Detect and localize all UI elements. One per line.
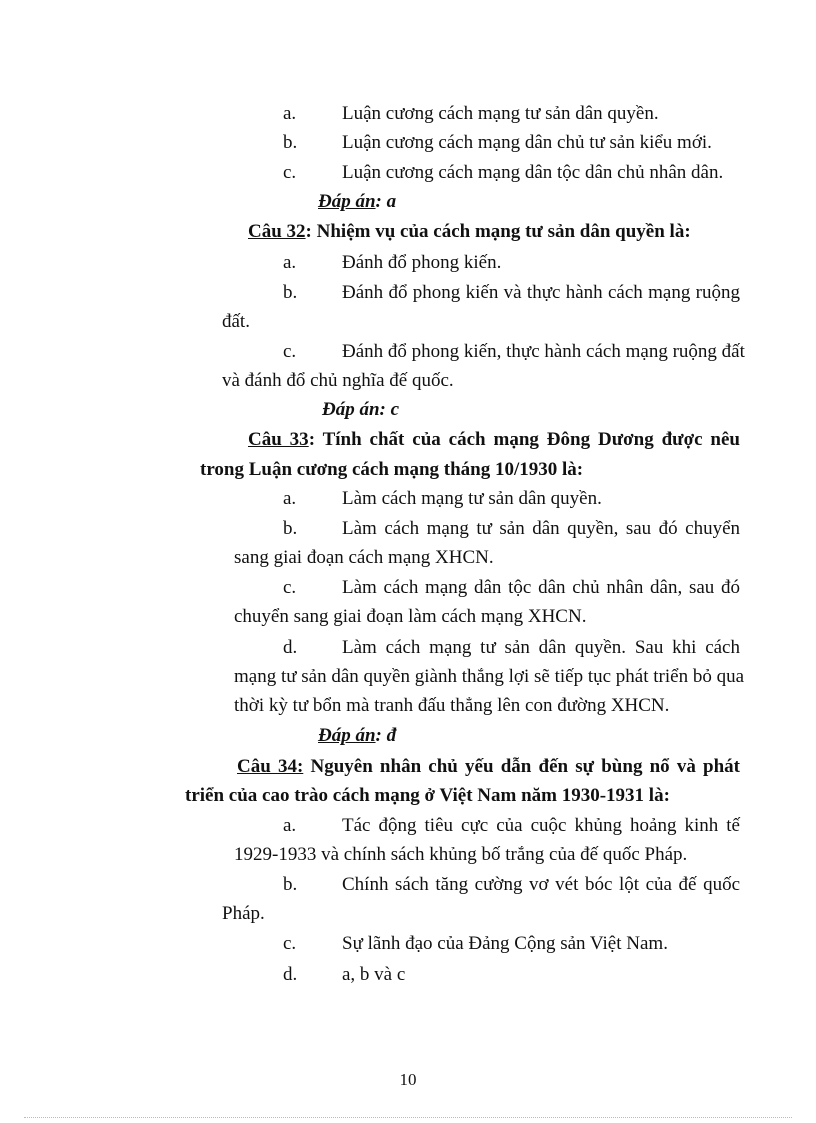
q34-label: Câu 34: <box>237 756 304 777</box>
q34-option-a-line1: Tác động tiêu cực của cuộc khủng hoảng kinh tế <box>342 815 740 836</box>
q33-option-c-line1: Làm cách mạng dân tộc dân chủ nhân dân, sau đó <box>342 577 740 598</box>
q32-option-b-letter: b. <box>283 282 298 303</box>
q33-answer-value: : đ <box>375 725 397 746</box>
q34-option-b-line2: Pháp. <box>222 903 265 924</box>
q34-option-b-letter: b. <box>283 874 298 895</box>
q34-option-d-text: a, b và c <box>342 964 406 985</box>
q33-option-d-line1: Làm cách mạng tư sản dân quyền. Sau khi cách <box>342 637 740 658</box>
q33-option-d-letter: d. <box>283 637 298 658</box>
q32-answer: Đáp án: c <box>322 399 400 420</box>
q33-option-c-line2: chuyển sang giai đoạn làm cách mạng XHCN. <box>234 606 587 627</box>
q34-option-b-line1: Chính sách tăng cường vơ vét bóc lột của đế quốc <box>342 874 740 895</box>
q31-answer-label: Đáp án <box>318 191 376 212</box>
q31-option-a-text: Luận cương cách mạng tư sản dân quyền. <box>342 103 659 124</box>
q34-question-line2: triển của cao trào cách mạng ở Việt Nam năm 1930-1931 là: <box>185 785 670 806</box>
q33-option-d-line2: mạng tư sản dân quyền giành thắng lợi sẽ tiếp tục phát triển bỏ qua <box>234 666 745 687</box>
q33-option-d-line3: thời kỳ tư bổn mà tranh đấu thẳng lên con đường XHCN. <box>234 695 670 716</box>
q33-option-a-text: Làm cách mạng tư sản dân quyền. <box>342 488 602 509</box>
q31-answer-value: : a <box>375 191 397 212</box>
q34-option-c-text: Sự lãnh đạo của Đảng Cộng sản Việt Nam. <box>342 933 668 954</box>
q33-question-line2: trong Luận cương cách mạng tháng 10/1930 là: <box>200 459 584 480</box>
q33-question-line1 <box>248 428 740 452</box>
q31-option-b-text: Luận cương cách mạng dân chủ tư sản kiểu mới. <box>342 132 712 153</box>
q32-option-a-letter: a. <box>283 252 297 273</box>
q31-option-c-text: Luận cương cách mạng dân tộc dân chủ nhân dân. <box>342 162 724 183</box>
q34-option-a-letter: a. <box>283 815 297 836</box>
q34-question-text-1: Nguyên nhân chủ yếu dẫn đến sự bùng nổ và phát <box>303 756 740 777</box>
q31-option-c-letter: c. <box>283 162 297 183</box>
q32-option-a-text: Đánh đổ phong kiến. <box>342 252 502 273</box>
q33-option-b-letter: b. <box>283 518 298 539</box>
q32-question <box>248 220 691 244</box>
q32-option-b-line1: Đánh đổ phong kiến và thực hành cách mạng ruộng <box>342 282 740 303</box>
q32-option-c-line2: và đánh đổ chủ nghĩa đế quốc. <box>222 370 454 391</box>
q34-option-c-letter: c. <box>283 933 297 954</box>
q32-option-c-line1: Đánh đổ phong kiến, thực hành cách mạng ruộng đất <box>342 341 745 362</box>
q33-option-b-line1: Làm cách mạng tư sản dân quyền, sau đó chuyển <box>342 518 740 539</box>
q31-option-a-letter: a. <box>283 103 297 124</box>
q33-option-b-line2: sang giai đoạn cách mạng XHCN. <box>234 547 494 568</box>
q32-option-b-line2: đất. <box>222 311 250 332</box>
q33-answer-label: Đáp án <box>318 725 376 746</box>
q33-option-a-letter: a. <box>283 488 297 509</box>
q33-question-text-1: : Tính chất của cách mạng Đông Dương được nêu <box>308 429 740 450</box>
page-bottom-divider <box>24 1117 792 1118</box>
q33-answer <box>318 724 396 748</box>
q33-option-c-letter: c. <box>283 577 297 598</box>
q31-option-b-letter: b. <box>283 132 298 153</box>
q34-option-d-letter: d. <box>283 964 298 985</box>
q32-question-text: : Nhiệm vụ của cách mạng tư sản dân quyền là: <box>305 221 691 242</box>
q34-question-line1 <box>237 755 740 779</box>
q32-option-c-letter: c. <box>283 341 297 362</box>
q31-answer <box>318 190 396 214</box>
q34-option-a-line2: 1929-1933 và chính sách khủng bố trắng của đế quốc Pháp. <box>234 844 688 865</box>
page-number: 10 <box>399 1070 417 1089</box>
q32-label: Câu 32 <box>248 221 306 242</box>
q33-label: Câu 33 <box>248 429 309 450</box>
